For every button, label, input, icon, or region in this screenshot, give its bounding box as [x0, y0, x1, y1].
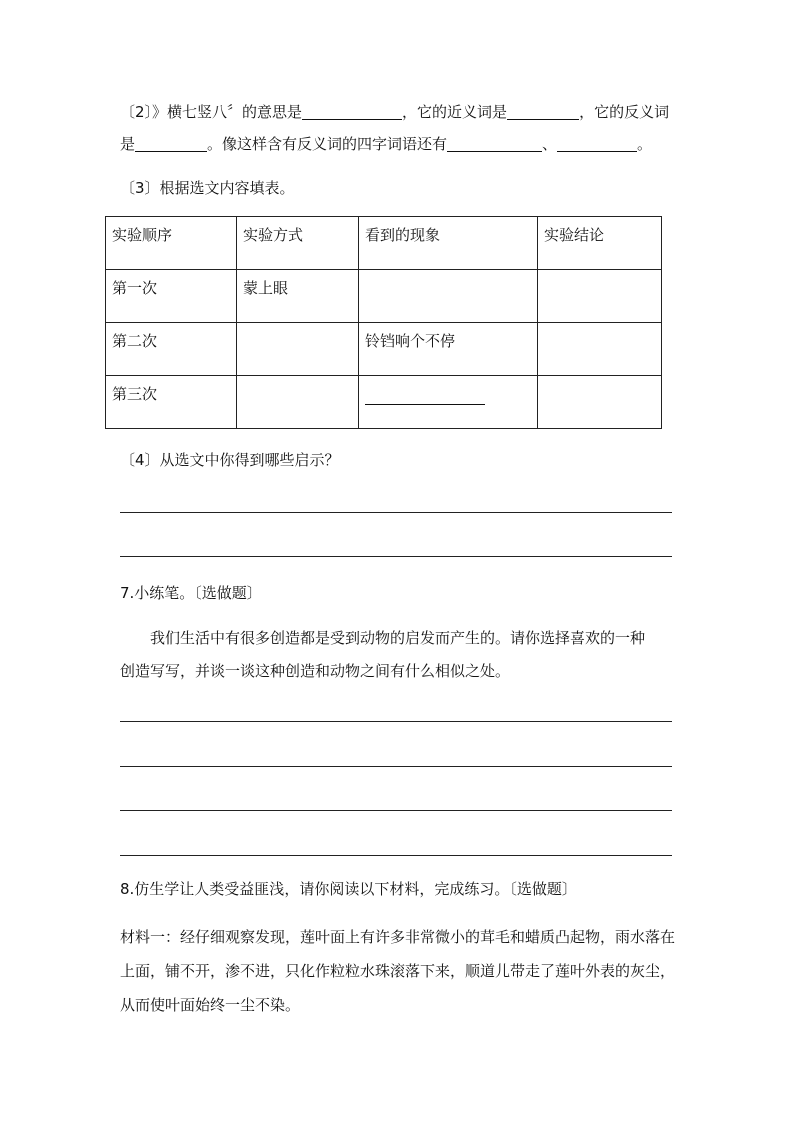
q2-text: ，它的近义词是 — [402, 103, 508, 121]
q2-blank-idiom-2[interactable] — [557, 135, 637, 152]
answer-line[interactable] — [120, 855, 672, 856]
q2-text: 。 — [637, 135, 653, 153]
q2-blank-idiom-1[interactable] — [447, 135, 542, 152]
q2-text: ，它的反义词 — [579, 103, 670, 121]
q8-material-1: 材料一：经仔细观察发现，莲叶面上有许多非常微小的茸毛和蜡质凸起物，雨水落在上面，铺不开，渗不进，只化作粒粒水珠滚落下来，顺道儿带走了莲叶外表的灰尘，从而使叶面始终一尘不染。 — [120, 928, 676, 1014]
table-header-cell: 实验顺序 — [106, 217, 237, 270]
answer-line[interactable] — [120, 766, 672, 767]
q2-blank-meaning[interactable] — [302, 103, 402, 120]
q8-title: 8.仿生学让人类受益匪浅，请你阅读以下材料，完成练习。〔选做题〕 — [120, 880, 577, 898]
answer-line[interactable] — [120, 512, 672, 513]
answer-line[interactable] — [120, 810, 672, 811]
table-row — [106, 323, 662, 376]
table-header-cell: 实验方式 — [237, 217, 359, 270]
q7-title: 7.小练笔。〔选做题〕 — [120, 584, 262, 602]
table-cell: 第一次 — [106, 270, 237, 323]
q3-label: 〔3〕根据选文内容填表。 — [120, 179, 295, 197]
q2-line1 — [120, 101, 669, 123]
table-cell-answer[interactable] — [237, 323, 359, 376]
table-row — [106, 376, 662, 429]
answer-line[interactable] — [120, 556, 672, 557]
q2-text: 〔2〕》横七竖八〞的意思是 — [120, 103, 303, 121]
experiment-table — [105, 216, 662, 429]
table-cell-answer[interactable] — [538, 376, 662, 429]
table-cell-answer[interactable] — [359, 270, 538, 323]
phenomenon-blank[interactable] — [365, 384, 485, 405]
q2-text: 、 — [542, 135, 558, 153]
q2-line2 — [120, 133, 652, 155]
table-header-cell: 看到的现象 — [359, 217, 538, 270]
table-cell: 蒙上眼 — [237, 270, 359, 323]
table-row — [106, 270, 662, 323]
answer-line[interactable] — [120, 721, 672, 722]
q2-blank-antonym[interactable] — [135, 135, 207, 152]
table-cell-answer[interactable] — [237, 376, 359, 429]
q2-text: 是 — [120, 135, 136, 153]
table-cell-answer[interactable] — [359, 376, 538, 429]
table-header-row — [106, 217, 662, 270]
table-cell: 第三次 — [106, 376, 237, 429]
q2-text: 。像这样含有反义词的四字词语还有 — [207, 135, 448, 153]
table-cell: 铃铛响个不停 — [359, 323, 538, 376]
table-cell-answer[interactable] — [538, 270, 662, 323]
table-cell: 第二次 — [106, 323, 237, 376]
q2-blank-synonym[interactable] — [507, 103, 579, 120]
q7-prompt-line1: 我们生活中有很多创造都是受到动物的启发而产生的。请你选择喜欢的一种 — [150, 629, 646, 647]
table-header-cell: 实验结论 — [538, 217, 662, 270]
q7-prompt-line2: 创造写写，并谈一谈这种创造和动物之间有什么相似之处。 — [120, 662, 511, 680]
q4-label: 〔4〕从选文中你得到哪些启示？ — [120, 451, 340, 469]
table-cell-answer[interactable] — [538, 323, 662, 376]
